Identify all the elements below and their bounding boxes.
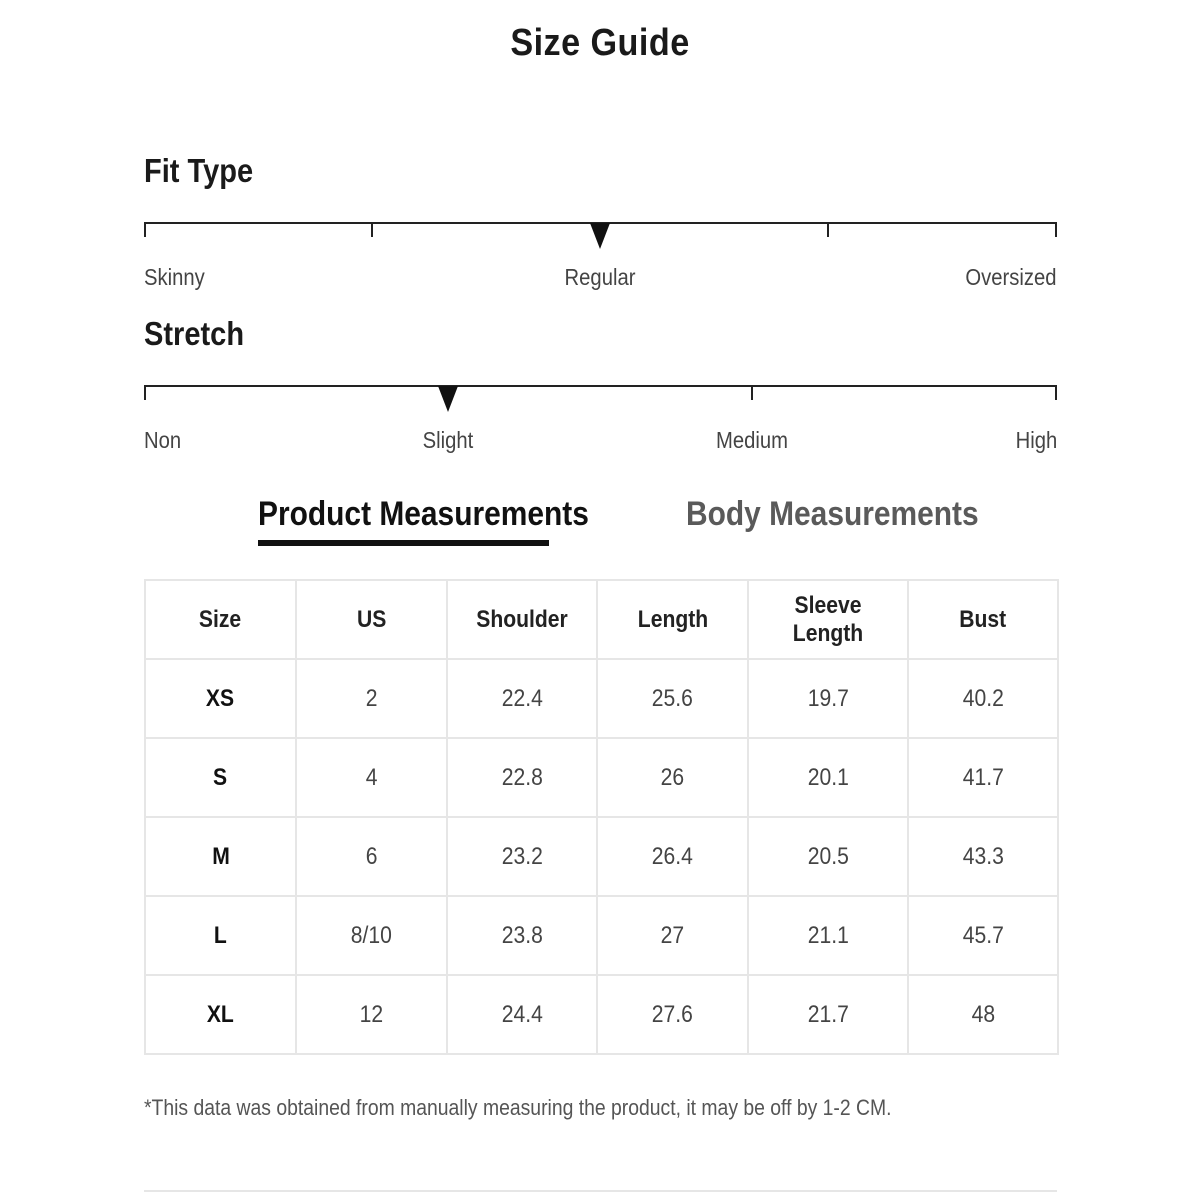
table-cell: 26 bbox=[597, 738, 748, 817]
table-cell: 23.8 bbox=[447, 896, 597, 975]
measurement-footnote: *This data was obtained from manually measuring the product, it may be off by 1-2 CM. bbox=[144, 1095, 892, 1120]
table-cell: 43.3 bbox=[908, 817, 1058, 896]
table-cell: 24.4 bbox=[447, 975, 597, 1054]
stretch-label-non: Non bbox=[144, 427, 182, 453]
size-table bbox=[144, 579, 1059, 1055]
table-cell: 40.2 bbox=[908, 659, 1058, 738]
active-tab-indicator bbox=[258, 540, 549, 546]
page-title: Size Guide bbox=[510, 22, 690, 64]
table-cell: 21.7 bbox=[748, 975, 908, 1054]
table-cell: 20.5 bbox=[748, 817, 908, 896]
table-row bbox=[145, 738, 1058, 817]
table-cell: XL bbox=[145, 975, 296, 1054]
fit-type-tick bbox=[144, 222, 146, 237]
fit-type-tick bbox=[371, 222, 373, 237]
column-header-sleeve-length: Sleeve Length bbox=[748, 580, 908, 659]
table-row bbox=[145, 975, 1058, 1054]
table-cell: S bbox=[145, 738, 296, 817]
table-header-row bbox=[145, 580, 1058, 659]
table-cell: 19.7 bbox=[748, 659, 908, 738]
column-header-shoulder: Shoulder bbox=[447, 580, 597, 659]
column-header-bust: Bust bbox=[908, 580, 1058, 659]
table-cell: L bbox=[145, 896, 296, 975]
fit-type-scale bbox=[144, 222, 1057, 290]
stretch-marker-icon bbox=[438, 386, 458, 412]
table-cell: 45.7 bbox=[908, 896, 1058, 975]
column-header-us: US bbox=[296, 580, 447, 659]
measurement-tabs bbox=[0, 495, 1200, 555]
table-cell: 22.8 bbox=[447, 738, 597, 817]
table-cell: 41.7 bbox=[908, 738, 1058, 817]
stretch-tick bbox=[144, 385, 146, 400]
table-cell: 26.4 bbox=[597, 817, 748, 896]
table-cell: 20.1 bbox=[748, 738, 908, 817]
fit-type-tick bbox=[827, 222, 829, 237]
table-row bbox=[145, 659, 1058, 738]
stretch-label-slight: Slight bbox=[422, 427, 474, 453]
table-cell: 25.6 bbox=[597, 659, 748, 738]
stretch-tick bbox=[751, 385, 753, 400]
fit-type-tick bbox=[1055, 222, 1057, 237]
table-cell: 21.1 bbox=[748, 896, 908, 975]
tab-body-measurements[interactable]: Body Measurements bbox=[686, 495, 979, 533]
stretch-label-medium: Medium bbox=[716, 427, 788, 453]
table-cell: 23.2 bbox=[447, 817, 597, 896]
tab-product-measurements[interactable]: Product Measurements bbox=[258, 495, 589, 533]
table-cell: 48 bbox=[908, 975, 1058, 1054]
table-row bbox=[145, 817, 1058, 896]
divider bbox=[144, 1190, 1057, 1192]
table-cell: 12 bbox=[296, 975, 447, 1054]
stretch-label-high: High bbox=[1015, 427, 1057, 453]
table-cell: 27.6 bbox=[597, 975, 748, 1054]
table-cell: 8/10 bbox=[296, 896, 447, 975]
fit-type-label-skinny: Skinny bbox=[144, 264, 205, 290]
stretch-scale bbox=[144, 385, 1057, 453]
fit-type-label-oversized: Oversized bbox=[965, 264, 1057, 290]
column-header-length: Length bbox=[597, 580, 748, 659]
table-cell: 27 bbox=[597, 896, 748, 975]
fit-type-label-regular: Regular bbox=[564, 264, 636, 290]
table-cell: M bbox=[145, 817, 296, 896]
fit-type-heading: Fit Type bbox=[144, 152, 254, 189]
table-cell: 4 bbox=[296, 738, 447, 817]
table-row bbox=[145, 896, 1058, 975]
table-cell: 22.4 bbox=[447, 659, 597, 738]
table-cell: 2 bbox=[296, 659, 447, 738]
table-cell: XS bbox=[145, 659, 296, 738]
table-cell: 6 bbox=[296, 817, 447, 896]
column-header-size: Size bbox=[145, 580, 296, 659]
stretch-tick bbox=[1055, 385, 1057, 400]
stretch-track bbox=[144, 385, 1057, 387]
fit-type-marker-icon bbox=[590, 223, 610, 249]
stretch-heading: Stretch bbox=[144, 315, 245, 352]
